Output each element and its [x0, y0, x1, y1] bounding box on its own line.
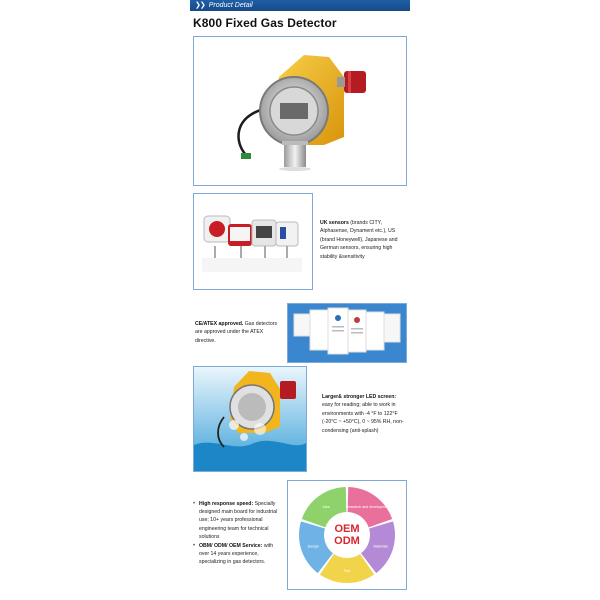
- certificates-image: [287, 303, 407, 363]
- splash-product-image: [193, 366, 307, 472]
- oem-heading: OBM/ ODM/ OEM Service:: [199, 543, 263, 550]
- screen-text: easy for reading; able to work in environments with -4 °F to 122°F (-20°C ~ +50°C), 0 ~ 95% RH, non-condensing (anti-splash): [322, 402, 404, 434]
- oem-service-image: [287, 480, 407, 590]
- list-item: [193, 542, 279, 567]
- main-product-image: [193, 36, 407, 186]
- splash-detector-illustration: [194, 367, 306, 471]
- sensors-image: [193, 193, 313, 290]
- odm-label: ODM: [334, 535, 360, 547]
- certificates-text: Gas detectors are approved under the ATEX directive.: [195, 321, 278, 344]
- sensors-heading: UK sensors: [320, 220, 349, 226]
- sensor-modules-illustration: [194, 194, 312, 289]
- screen-heading: Larger& stronger LED screen:: [322, 394, 397, 400]
- certificates-description: [195, 320, 283, 345]
- chevron-right-icon: ❯❯: [195, 2, 205, 9]
- wheel-segment-label: Design: [307, 544, 319, 549]
- list-item: [193, 500, 279, 541]
- wheel-segment-label: Materials: [373, 544, 389, 549]
- speed-text: Specially designed main board for industrial use; 10+ years professional engineering team for technical solutions: [199, 501, 278, 540]
- wheel-segment-label: Research and development: [345, 504, 390, 509]
- section-header-bar: [190, 0, 410, 11]
- screen-description: [322, 393, 406, 435]
- gas-detector-illustration: [194, 37, 406, 185]
- sensors-description: [320, 219, 405, 261]
- sensors-text: (brands CITY, Alphasense, Dynament etc.), US (brand Honeywell), Japanese and German sensors, ensuring high stability &sensitivity: [320, 220, 398, 260]
- oem-label: OEM: [334, 523, 360, 535]
- section-header-label: Product Detail: [208, 2, 253, 9]
- bullet-icon: •: [193, 501, 196, 507]
- oem-odm-wheel: [288, 481, 406, 589]
- product-title: K800 Fixed Gas Detector: [193, 16, 337, 30]
- bullet-icon: •: [193, 543, 196, 550]
- certificate-documents-illustration: [288, 304, 406, 362]
- wheel-segment-label: Idea: [322, 504, 330, 509]
- certificates-heading: CE/ATEX approved.: [195, 321, 244, 327]
- feature-bullet-list: [193, 500, 279, 568]
- oem-text: with over 14 years experience, specializing in gas detectors.: [199, 543, 274, 566]
- speed-heading: High response speed:: [199, 501, 254, 507]
- wheel-segment-label: Test: [343, 569, 351, 573]
